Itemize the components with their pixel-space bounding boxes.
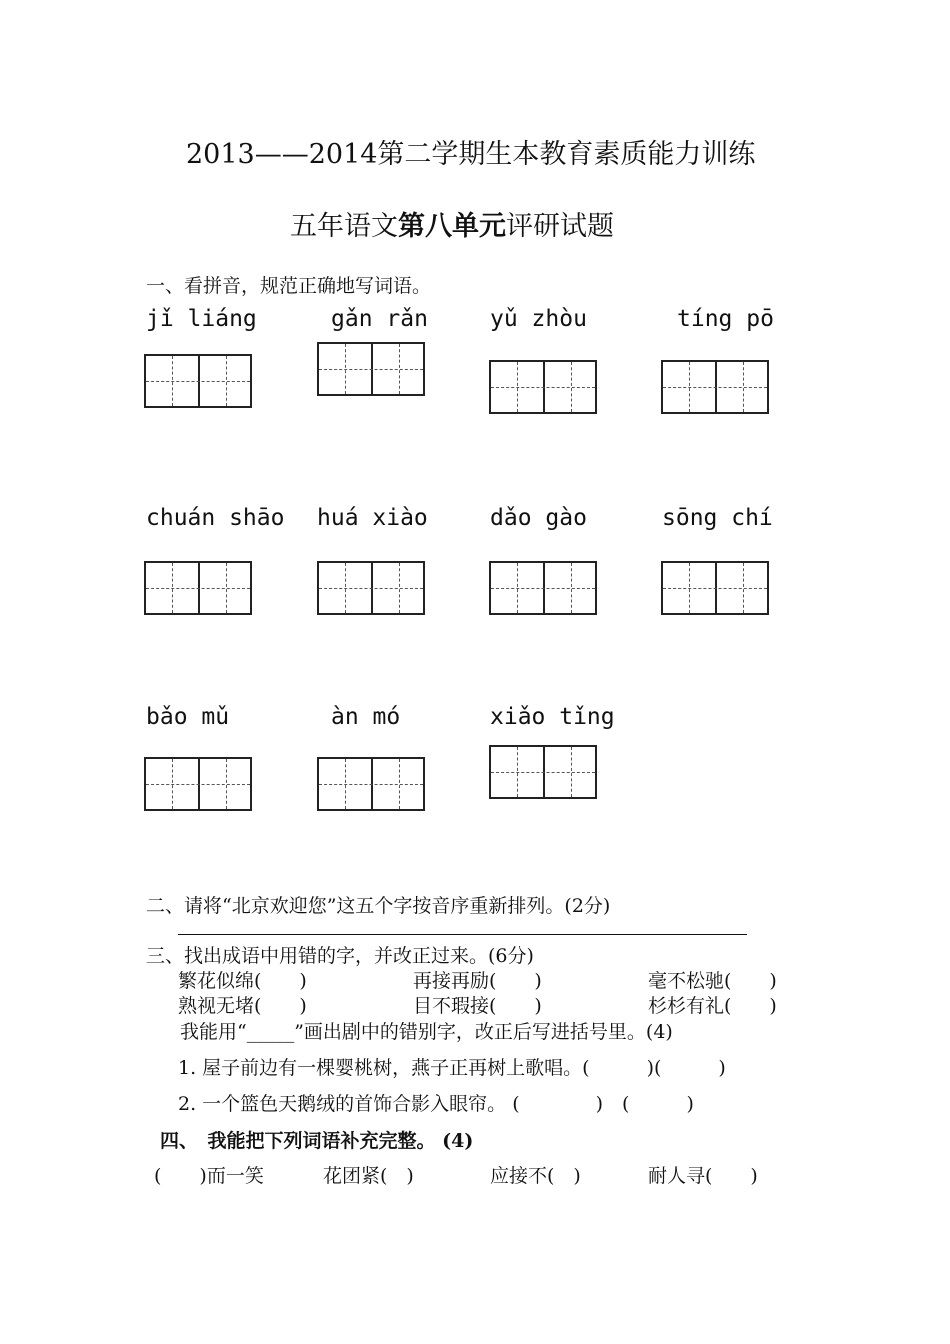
pinyin-item: sōng chí <box>662 505 773 531</box>
idiom-item: 再接再励( ) <box>413 970 542 992</box>
writing-grid[interactable] <box>144 757 252 811</box>
writing-grid[interactable] <box>317 561 425 615</box>
writing-grid[interactable] <box>144 561 252 615</box>
page-title: 2013——2014第二学期生本教育素质能力训练 <box>186 139 756 170</box>
pinyin-item: huá xiào <box>317 505 428 531</box>
sentence-item: 2. 一个篮色天鹅绒的首饰合影入眼帘。 ( ) ( ) <box>178 1093 694 1115</box>
pinyin-item: chuán shāo <box>146 505 285 531</box>
page-subtitle <box>290 204 614 243</box>
section2-heading: 二、请将“北京欢迎您”这五个字按音序重新排列。(2分) <box>146 895 611 917</box>
subtitle-unit: 第八单元 <box>398 211 506 242</box>
fill-item: 花团紧( ) <box>323 1165 414 1187</box>
pinyin-item: àn mó <box>331 704 401 730</box>
idiom-item: 熟视无堵( ) <box>178 995 307 1017</box>
section1-heading: 一、看拼音，规范正确地写词语。 <box>146 275 432 297</box>
pinyin-item: bǎo mǔ <box>146 704 230 730</box>
writing-grid[interactable] <box>661 561 769 615</box>
pinyin-item: jǐ liáng <box>146 306 257 332</box>
pinyin-item: yǔ zhòu <box>490 306 587 332</box>
answer-line[interactable] <box>178 934 747 935</box>
fill-item: 应接不( ) <box>490 1165 581 1187</box>
sentence-item: 1. 屋子前边有一棵婴桃树，燕子正再树上歌唱。( )( ) <box>178 1057 726 1079</box>
pinyin-item: xiǎo tǐng <box>490 704 615 730</box>
idiom-item: 杉杉有礼( ) <box>648 995 777 1017</box>
pinyin-item: dǎo gào <box>490 505 587 531</box>
section3-instruction: 我能用“_____”画出剧中的错别字，改正后写进括号里。(4) <box>180 1021 673 1043</box>
writing-grid[interactable] <box>489 561 597 615</box>
subtitle-grade: 五年语文 <box>290 211 398 242</box>
pinyin-item: gǎn rǎn <box>331 306 428 332</box>
idiom-item: 繁花似绵( ) <box>178 970 307 992</box>
writing-grid[interactable] <box>489 360 597 414</box>
writing-grid[interactable] <box>144 354 252 408</box>
subtitle-type: 评研试题 <box>506 211 614 242</box>
writing-grid[interactable] <box>317 342 425 396</box>
writing-grid[interactable] <box>489 745 597 799</box>
pinyin-item: tíng pō <box>677 306 774 332</box>
idiom-item: 目不瑕接( ) <box>413 995 542 1017</box>
fill-item: 耐人寻( ) <box>648 1165 758 1187</box>
section3-heading: 三、找出成语中用错的字，并改正过来。(6分) <box>146 945 534 967</box>
fill-item: ( )而一笑 <box>154 1165 264 1187</box>
section4-heading: 四、 我能把下列词语补充完整。 (4) <box>160 1130 474 1152</box>
writing-grid[interactable] <box>661 360 769 414</box>
idiom-item: 毫不松驰( ) <box>648 970 777 992</box>
writing-grid[interactable] <box>317 757 425 811</box>
